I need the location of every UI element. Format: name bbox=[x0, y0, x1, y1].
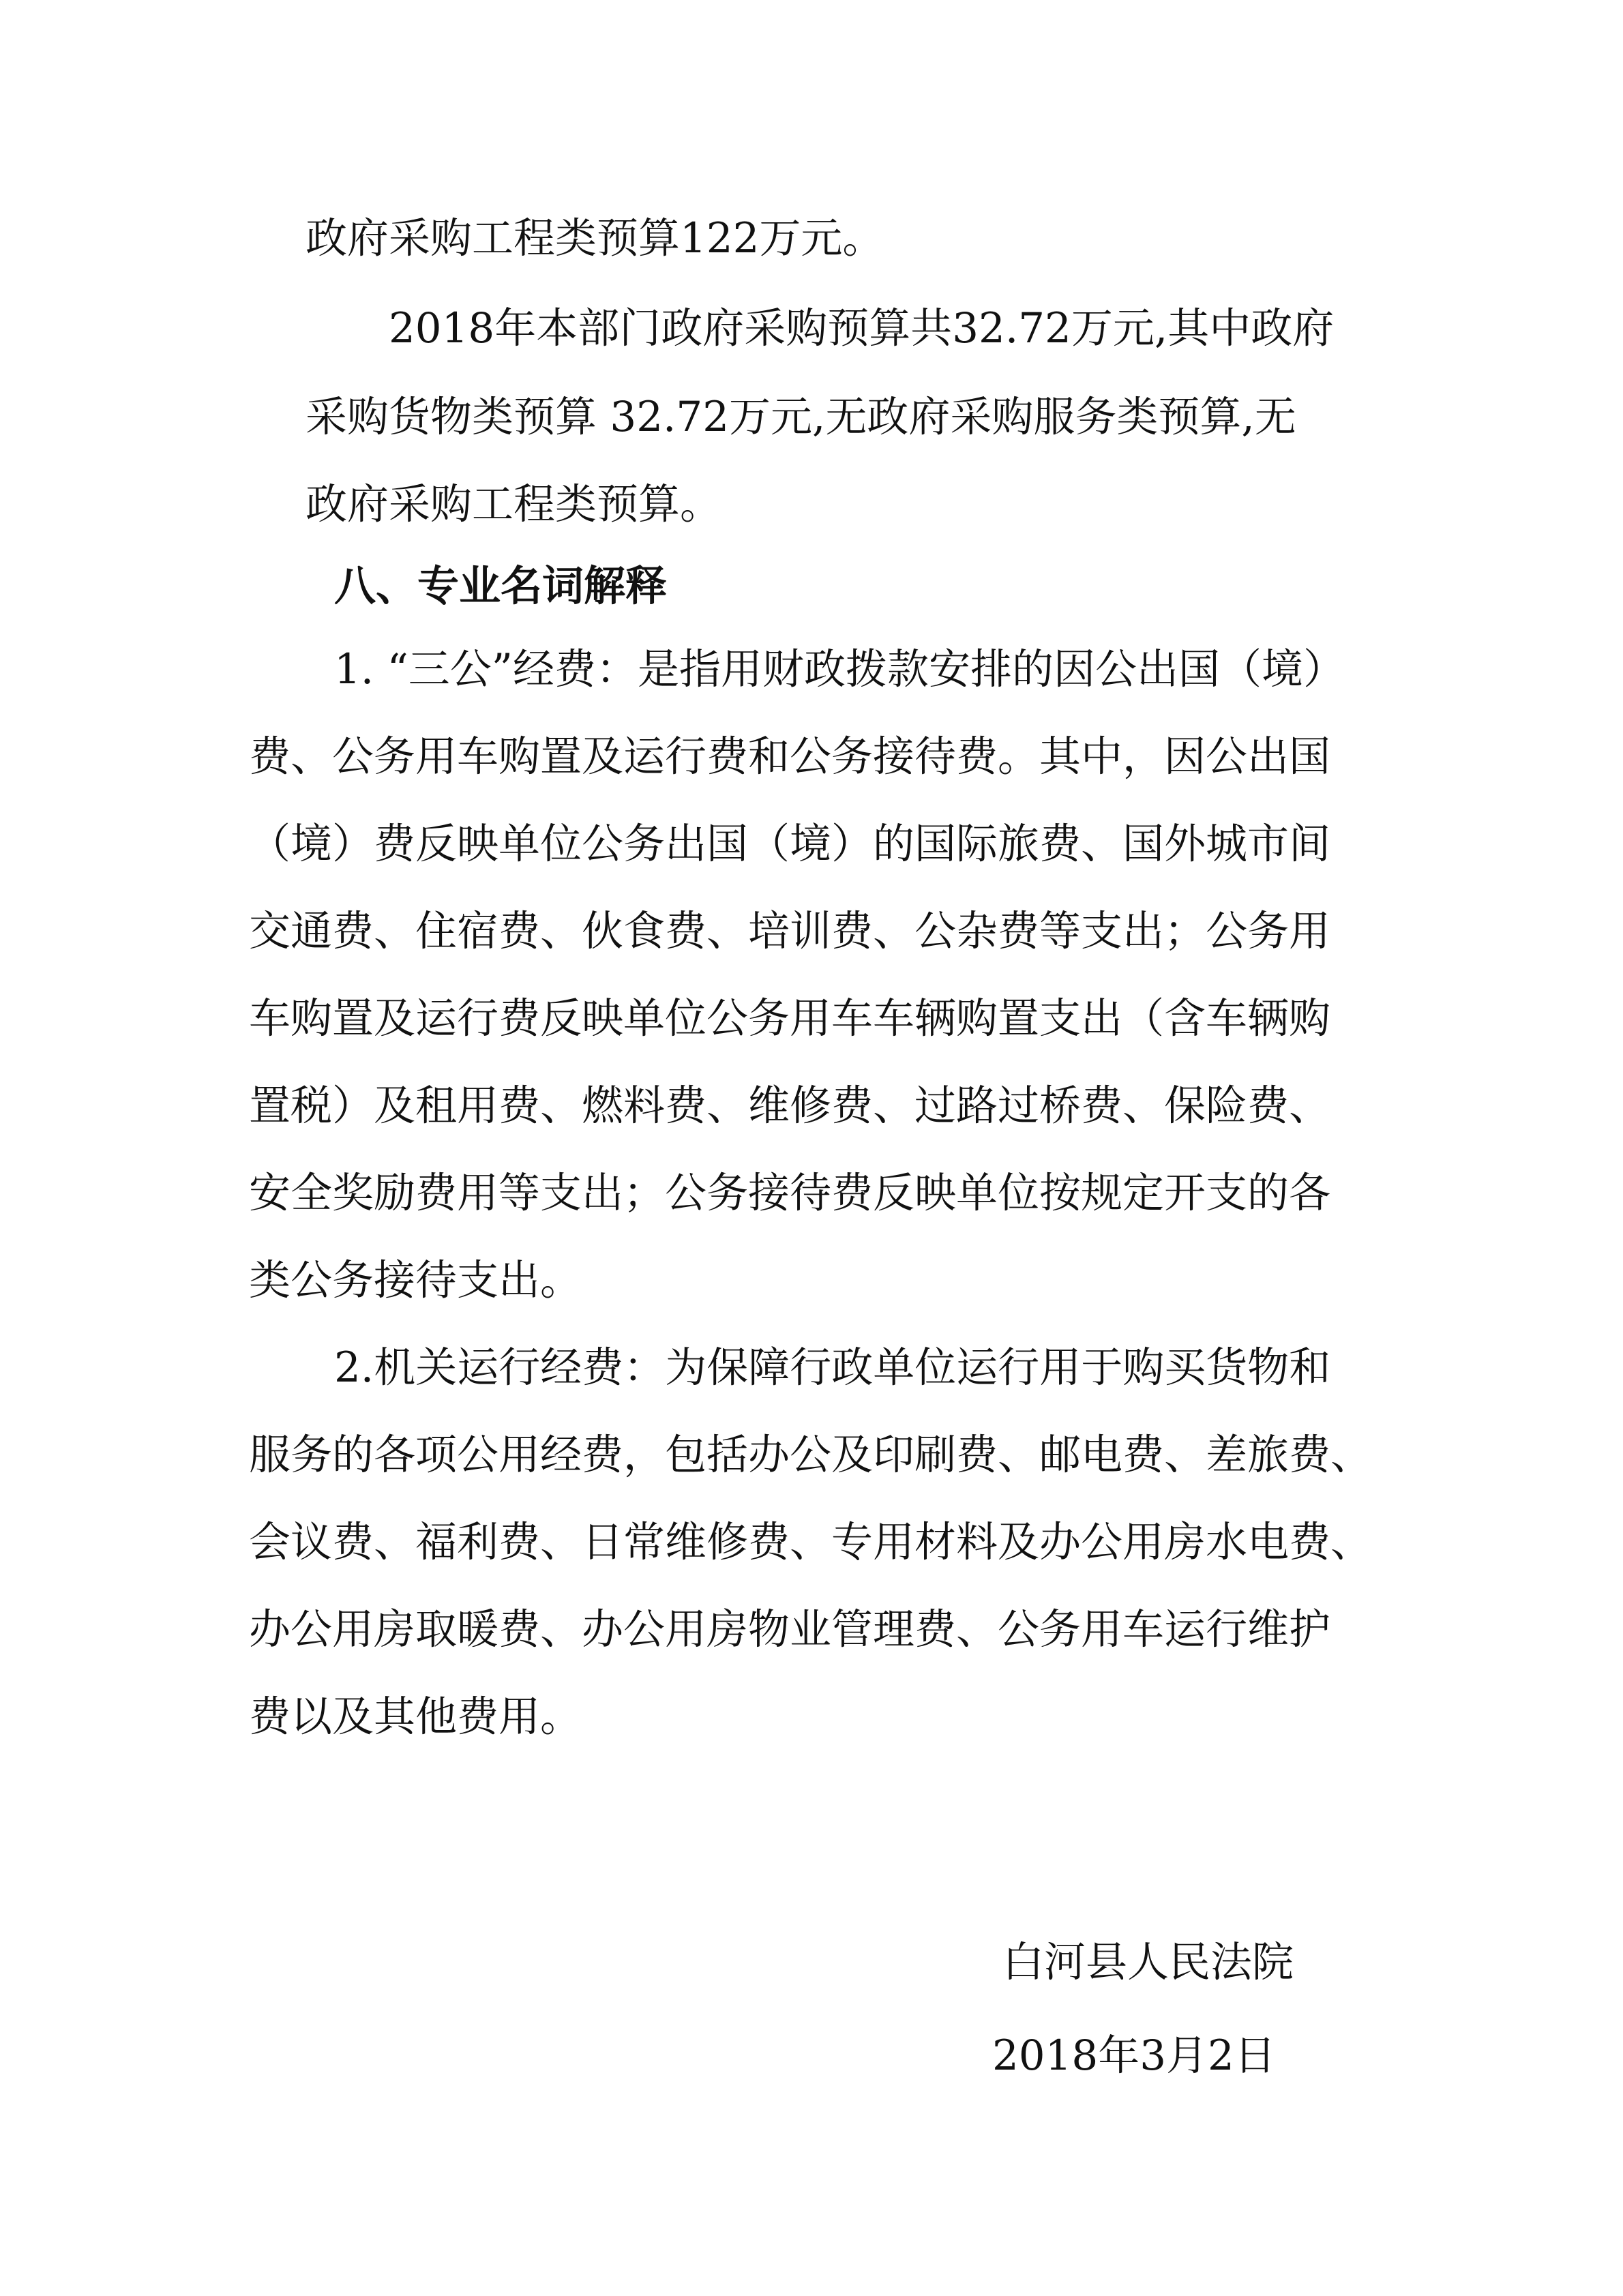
text-line: 2018年本部门政府采购预算共32.72万元,其中政府 bbox=[389, 304, 1335, 353]
signature-date: 2018年3月2日 bbox=[992, 2031, 1276, 2080]
text-line: 2.机关运行经费：为保障行政单位运行用于购买货物和 bbox=[334, 1343, 1331, 1392]
text-line: 会议费、福利费、日常维修费、专用材料及办公用房水电费、 bbox=[249, 1518, 1373, 1566]
text-line: 办公用房取暖费、办公用房物业管理费、公务用车运行维护 bbox=[249, 1605, 1331, 1654]
text-line: 车购置及运行费反映单位公务用车车辆购置支出（含车辆购 bbox=[249, 994, 1331, 1043]
text-line: 服务的各项公用经费，包括办公及印刷费、邮电费、差旅费、 bbox=[249, 1431, 1373, 1479]
text-line: 采购货物类预算 32.72万元,无政府采购服务类预算,无 bbox=[306, 393, 1296, 441]
text-line: 政府采购工程类预算122万元。 bbox=[306, 214, 884, 263]
text-line: 政府采购工程类预算。 bbox=[306, 480, 722, 528]
text-line: 费、公务用车购置及运行费和公务接待费。其中，因公出国 bbox=[249, 732, 1331, 781]
signature-org: 白河县人民法院 bbox=[1002, 1938, 1294, 1986]
text-line: 1. “三公”经费：是指用财政拨款安排的因公出国（境） bbox=[334, 645, 1345, 694]
text-line: 类公务接待支出。 bbox=[249, 1256, 582, 1304]
text-line: 交通费、住宿费、伙食费、培训费、公杂费等支出；公务用 bbox=[249, 907, 1331, 955]
text-line: 置税）及租用费、燃料费、维修费、过路过桥费、保险费、 bbox=[249, 1082, 1331, 1130]
text-line: （境）费反映单位公务出国（境）的国际旅费、国外城市间 bbox=[249, 820, 1331, 868]
text-line: 费以及其他费用。 bbox=[249, 1693, 582, 1741]
text-line: 安全奖励费用等支出；公务接待费反映单位按规定开支的各 bbox=[249, 1169, 1331, 1217]
section-heading: 八、专业名词解释 bbox=[334, 562, 668, 610]
